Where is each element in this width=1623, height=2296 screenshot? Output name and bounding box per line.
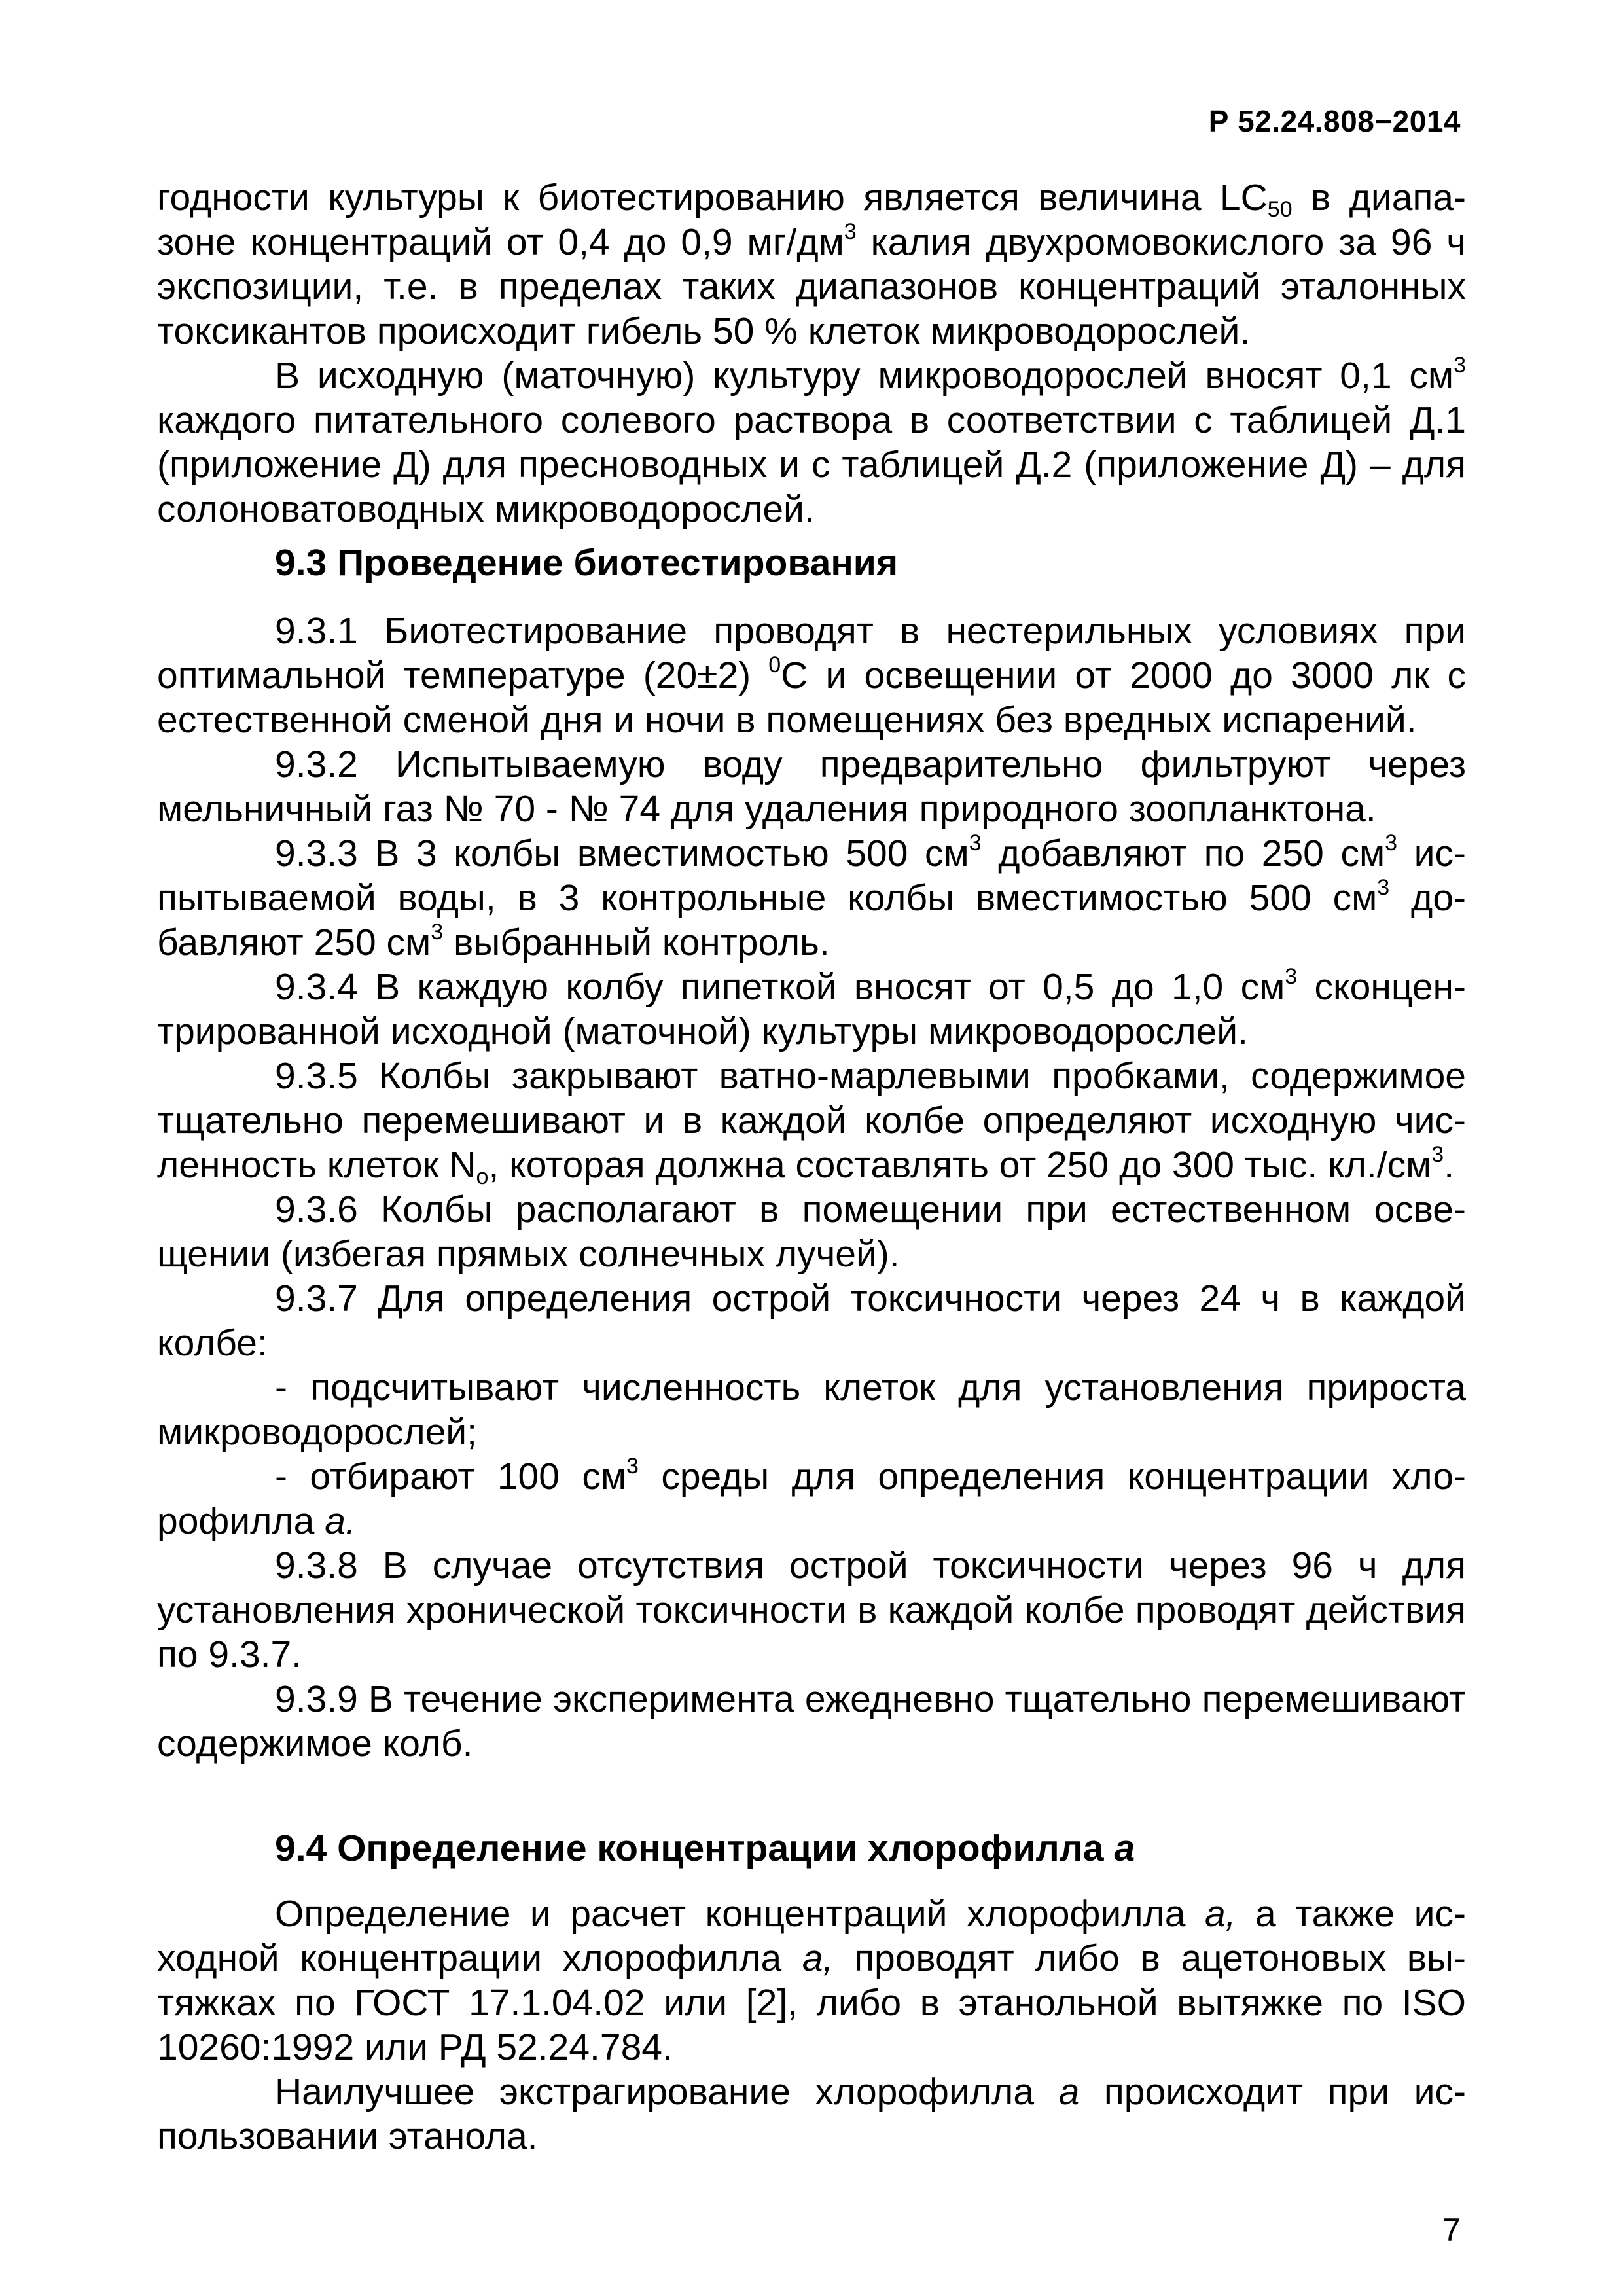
superscript: 3: [1454, 353, 1466, 378]
text: 9.3.4 В каждую колбу пипеткой вносят от 0,5 до 1,0 см: [275, 966, 1285, 1008]
text: С и освещении от 2000 до 3000 лк с естественной сменой дня и ночи в помещениях без вредных испарений.: [157, 655, 1467, 741]
superscript: 0: [768, 653, 781, 677]
text: - отбирают 100 см: [275, 1456, 627, 1498]
italic-text: а,: [1204, 1893, 1236, 1935]
text: испытываемой воды, в 3 контрольные колбы вместимостью 500 см: [157, 833, 1466, 919]
paragraph-9-4-methods: [157, 1892, 1466, 2070]
paragraph-culture: [157, 353, 1466, 531]
paragraph-9-3-5: [157, 1054, 1466, 1187]
superscript: 3: [1377, 875, 1390, 900]
italic-text: а.: [325, 1500, 356, 1542]
text: калия двухромовокислого за 96 ч экспозиции, т.е. в пределах таких диапазонов концентраций эталонных токсикантов происходит гибель 50 % клеток микроводорослей.: [157, 221, 1467, 352]
paragraph-9-3-4: [157, 965, 1466, 1054]
paragraph-9-3-7: 9.3.7 Для определения острой токсичности через 24 ч в каждой колбе:: [157, 1278, 1466, 1364]
list-item-count-cells: - подсчитывают численность клеток для установления прироста микроводорослей;: [157, 1367, 1466, 1453]
document-code: Р 52.24.808−2014: [1208, 104, 1461, 138]
text: сконцентрированной исходной (маточной) культуры микроводорослей.: [157, 966, 1466, 1052]
superscript: 3: [1431, 1142, 1444, 1167]
paragraph-9-3-1: [157, 609, 1466, 742]
paragraph-9-3-9: 9.3.9 В течение эксперимента ежедневно тщательно перемешивают содержимое колб.: [157, 1678, 1466, 1765]
text: .: [1444, 1144, 1455, 1186]
paragraph-lc50: [157, 175, 1466, 353]
paragraph-9-3-8: 9.3.8 В случае отсутствия острой токсичности через 96 ч для установления хронической токсичности в каждой колбе проводят действия по 9.3.7.: [157, 1545, 1466, 1676]
text: Определение и расчет концентраций хлорофилла: [275, 1893, 1205, 1935]
paragraph-9-3-3: [157, 831, 1466, 965]
paragraph-9-3-6: 9.3.6 Колбы располагают в помещении при естественном освещении (избегая прямых солнечных лучей).: [157, 1189, 1466, 1275]
subscript: 50: [1267, 197, 1293, 222]
italic-text: а: [1058, 2071, 1080, 2113]
text: а также исходной концентрации хлорофилла: [157, 1893, 1466, 1979]
paragraph-9-4-ethanol: [157, 2070, 1466, 2159]
page-body: [157, 175, 1466, 2159]
text: 9.3.3 В 3 колбы вместимостью 500 см: [275, 833, 969, 874]
superscript: 3: [844, 219, 857, 244]
section-heading-9-4: [157, 1825, 1466, 1872]
text: каждого питательного солевого раствора в соответствии с таблицей Д.1 (приложение Д) для пресноводных и с таблицей Д.2 (приложение Д) – для солоноватоводных микроводорослей.: [157, 399, 1466, 530]
superscript: 3: [431, 920, 444, 944]
subscript: o: [476, 1164, 489, 1189]
text: добавляют 250 см: [157, 877, 1467, 963]
text: Наилучшее экстрагирование хлорофилла: [275, 2071, 1059, 2113]
italic-text: а: [1114, 1827, 1135, 1869]
text: выбранный контроль.: [443, 922, 830, 963]
page-number: 7: [1442, 2212, 1461, 2248]
superscript: 3: [1285, 964, 1298, 989]
text: проводят либо в ацетоновых вытяжках по ГОСТ 17.1.04.02 или [2], либо в этанольной вытяжке по ISO 10260:1992 или РД 52.24.784.: [157, 1937, 1466, 2068]
text: происходит при использовании этанола.: [157, 2071, 1466, 2157]
text: в диапазоне концентраций от 0,4 до 0,9 мг/дм: [157, 177, 1466, 263]
text: годности культуры к биотестированию является величина LC: [157, 177, 1268, 219]
text: среды для определения концентрации хлорофилла: [157, 1456, 1467, 1542]
superscript: 3: [626, 1454, 639, 1479]
text: 9.3.5 Колбы закрывают ватно-марлевыми пробками, содержимое тщательно перемешивают и в каждой колбе определяют исходную численность клеток N: [157, 1055, 1466, 1186]
superscript: 3: [1385, 831, 1398, 855]
text: 9.3.1 Биотестирование проводят в нестерильных условиях при оптимальной температуре (20±2): [157, 610, 1466, 696]
italic-text: а,: [802, 1937, 834, 1979]
text: 9.4 Определение концентрации хлорофилла: [275, 1827, 1115, 1869]
paragraph-9-3-2: 9.3.2 Испытываемую воду предварительно фильтруют через мельничный газ № 70 - № 74 для удаления природного зоопланктона.: [157, 744, 1466, 830]
section-heading-9-3: 9.3 Проведение биотестирования: [275, 542, 899, 584]
text: В исходную (маточную) культуру микроводорослей вносят 0,1 см: [275, 355, 1454, 397]
text: добавляют по 250 см: [981, 833, 1385, 874]
text: , которая должна составлять от 250 до 300 тыс. кл./см: [488, 1144, 1432, 1186]
list-item-take-sample: [157, 1454, 1466, 1543]
superscript: 3: [969, 831, 982, 855]
